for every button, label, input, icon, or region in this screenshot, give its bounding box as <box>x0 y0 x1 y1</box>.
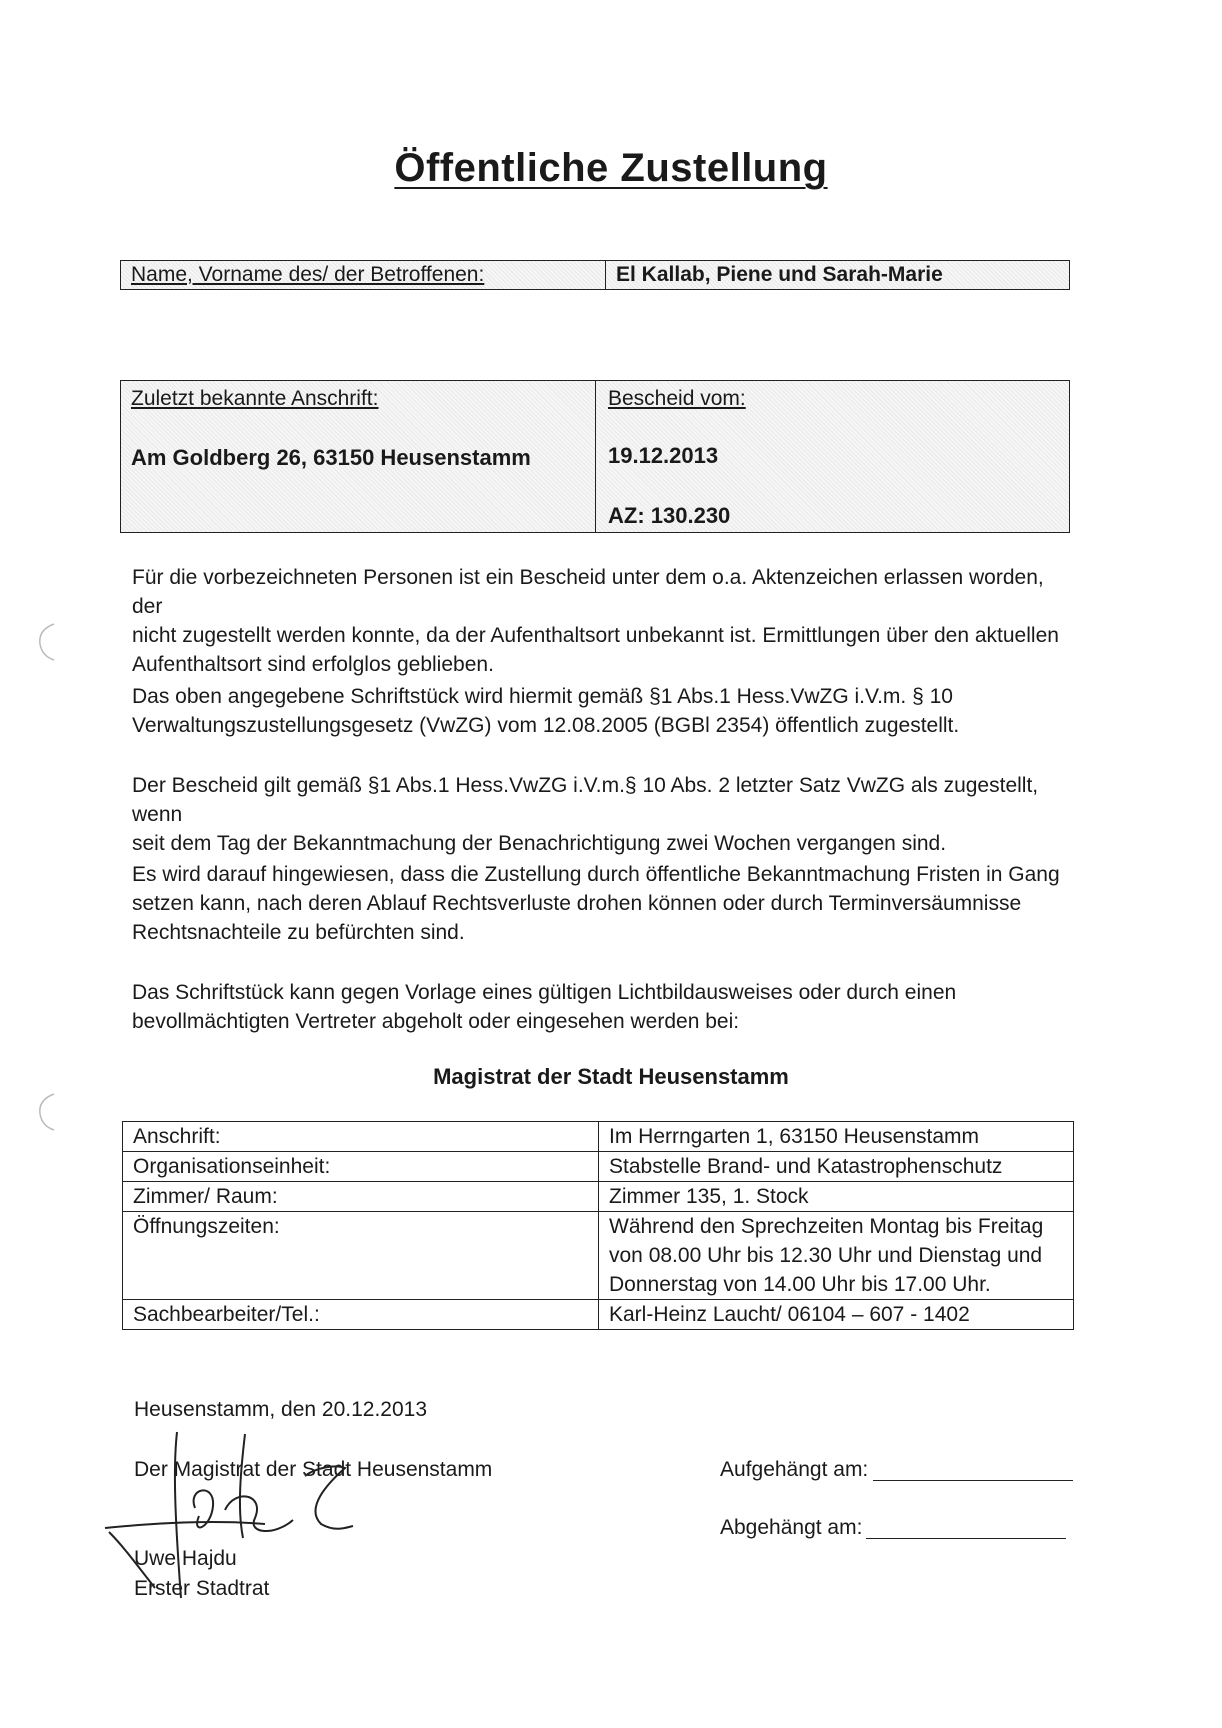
decision-date-label: Bescheid vom: <box>608 387 746 410</box>
posted-on-label: Aufgehängt am: <box>720 1458 869 1481</box>
paragraph-line: bevollmächtigten Vertreter abgeholt oder eingesehen werden bei: <box>132 1010 740 1033</box>
opening-hours-line: Donnerstag von 14.00 Uhr bis 17.00 Uhr. <box>609 1273 991 1296</box>
table-key: Organisationseinheit: <box>123 1152 599 1182</box>
document-title: Öffentliche Zustellung <box>394 146 828 190</box>
office-info-table <box>122 1121 1074 1330</box>
decision-date-value: 19.12.2013 <box>608 443 719 468</box>
address-column <box>121 381 596 532</box>
table-row <box>123 1182 1074 1212</box>
paragraph-line: Der Bescheid gilt gemäß §1 Abs.1 Hess.VwZG i.V.m.§ 10 Abs. 2 letzter Satz VwZG als zugestellt, wenn <box>132 774 1039 826</box>
paragraph-line: Verwaltungszustellungsgesetz (VwZG) vom 12.08.2005 (BGBl 2354) öffentlich zugestellt. <box>132 714 960 737</box>
table-value <box>599 1212 1074 1300</box>
table-key: Öffnungszeiten: <box>123 1212 599 1300</box>
last-known-address-label: Zuletzt bekannte Anschrift: <box>131 387 379 410</box>
organization-heading: Magistrat der Stadt Heusenstamm <box>433 1064 789 1089</box>
table-row <box>123 1300 1074 1330</box>
table-key: Zimmer/ Raum: <box>123 1182 599 1212</box>
paragraph-line: Es wird darauf hingewiesen, dass die Zustellung durch öffentliche Bekanntmachung Fristen in Gang <box>132 863 1060 886</box>
table-row <box>123 1212 1074 1300</box>
paragraph-line: Rechtsnachteile zu befürchten sind. <box>132 921 465 944</box>
address-and-decision-box <box>120 380 1070 533</box>
table-row <box>123 1122 1074 1152</box>
table-key: Sachbearbeiter/Tel.: <box>123 1300 599 1330</box>
paragraph-legal-notice <box>132 860 1072 947</box>
place-and-date: Heusenstamm, den 20.12.2013 <box>134 1398 428 1421</box>
file-reference: AZ: 130.230 <box>608 503 731 528</box>
table-value: Karl-Heinz Laucht/ 06104 – 607 - 1402 <box>599 1300 1074 1330</box>
posted-on-blank-line <box>873 1480 1073 1481</box>
table-key: Anschrift: <box>123 1122 599 1152</box>
decision-column <box>596 381 1069 532</box>
paragraph-line: nicht zugestellt werden konnte, da der Aufenthaltsort unbekannt ist. Ermittlungen über den aktuellen <box>132 624 1059 647</box>
issuing-authority: Der Magistrat der Stadt Heusenstamm <box>134 1458 493 1481</box>
paragraph-line: Aufenthaltsort sind erfolglos geblieben. <box>132 653 494 676</box>
signer-name: Uwe Hajdu <box>134 1547 237 1570</box>
punch-hole-mark-upper <box>34 620 58 664</box>
table-value: Stabstelle Brand- und Katastrophenschutz <box>599 1152 1074 1182</box>
table-value: Zimmer 135, 1. Stock <box>599 1182 1074 1212</box>
paragraph-line: seit dem Tag der Bekanntmachung der Benachrichtigung zwei Wochen vergangen sind. <box>132 832 947 855</box>
paragraph-line: Das oben angegebene Schriftstück wird hiermit gemäß §1 Abs.1 Hess.VwZG i.V.m. § 10 <box>132 685 953 708</box>
removed-on-label: Abgehängt am: <box>720 1516 863 1539</box>
paragraph-decision-issued <box>132 563 1072 679</box>
signer-role: Erster Stadtrat <box>134 1577 270 1600</box>
paragraph-line: Das Schriftstück kann gegen Vorlage eines gültigen Lichtbildausweises oder durch einen <box>132 981 957 1004</box>
paragraph-public-service <box>132 682 1072 740</box>
affected-persons-label: Name, Vorname des/ der Betroffenen: <box>121 261 606 289</box>
paragraph-pickup-info <box>132 978 1072 1036</box>
removed-on-blank-line <box>866 1538 1066 1539</box>
affected-persons-value: El Kallab, Piene und Sarah-Marie <box>616 263 943 286</box>
affected-persons-box <box>120 260 1070 290</box>
opening-hours-line: von 08.00 Uhr bis 12.30 Uhr und Dienstag und <box>609 1244 1043 1267</box>
handwritten-signature <box>95 1428 355 1603</box>
paragraph-line: setzen kann, nach deren Ablauf Rechtsverluste drohen können oder durch Terminversäumnisse <box>132 892 1022 915</box>
paragraph-deemed-served <box>132 771 1072 858</box>
table-value: Im Herrngarten 1, 63150 Heusenstamm <box>599 1122 1074 1152</box>
paragraph-line: Für die vorbezeichneten Personen ist ein Bescheid unter dem o.a. Aktenzeichen erlassen worden, der <box>132 566 1044 618</box>
opening-hours-line: Während den Sprechzeiten Montag bis Freitag <box>609 1215 1044 1238</box>
last-known-address-value: Am Goldberg 26, 63150 Heusenstamm <box>131 445 531 470</box>
punch-hole-mark-lower <box>34 1090 58 1134</box>
table-row <box>123 1152 1074 1182</box>
